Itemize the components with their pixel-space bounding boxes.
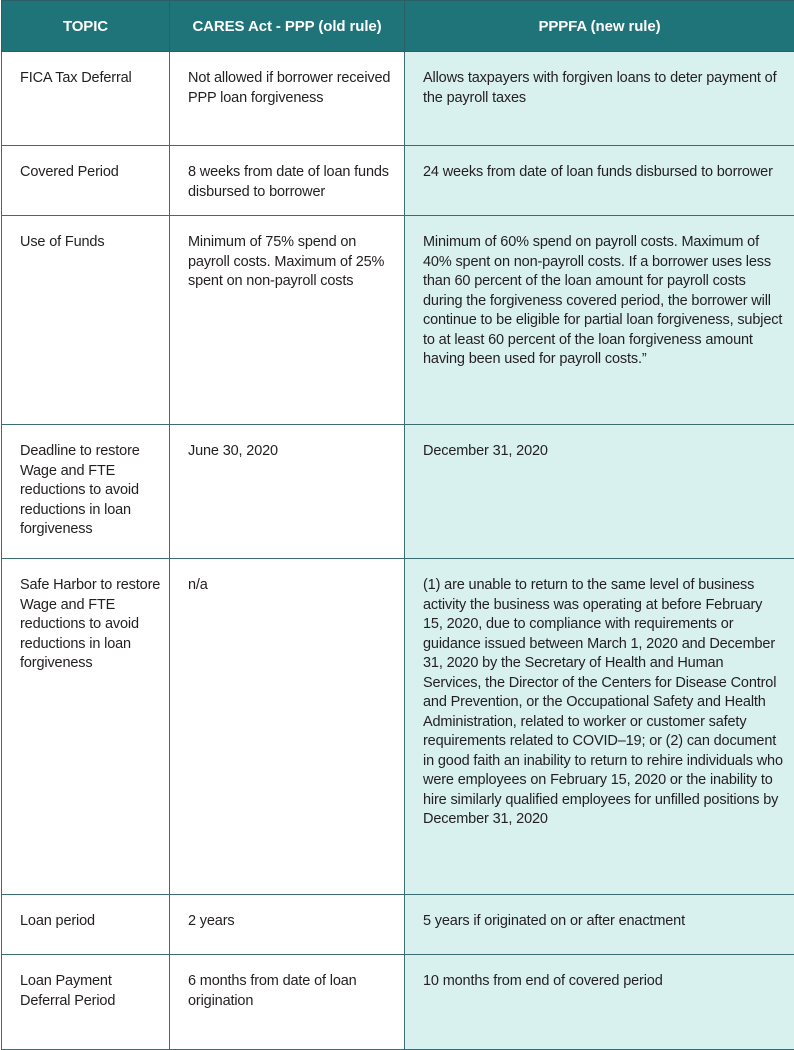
new-rule-cell: Allows taxpayers with forgiven loans to deter payment of the payroll taxes <box>405 52 794 146</box>
topic-cell: Loan period <box>2 895 170 955</box>
table-row <box>2 955 794 1050</box>
new-rule-cell: Minimum of 60% spend on payroll costs. Maximum of 40% spent on non-payroll costs. If a borrower uses less than 60 percent of the loan amount for payroll costs during the forgiveness covered period, the borrower will continue to be eligible for partial loan forgiveness, subject to at least 60 percent of the loan forgiveness amount having been used for payroll costs.” <box>405 216 794 425</box>
header-new-rule: PPPFA (new rule) <box>405 1 794 52</box>
new-rule-cell: 10 months from end of covered period <box>405 955 794 1050</box>
new-rule-cell: 24 weeks from date of loan funds disbursed to borrower <box>405 146 794 216</box>
old-rule-cell: n/a <box>170 559 405 895</box>
old-rule-cell: Not allowed if borrower received PPP loan forgiveness <box>170 52 405 146</box>
table-row <box>2 425 794 559</box>
table-row <box>2 146 794 216</box>
old-rule-cell: 6 months from date of loan origination <box>170 955 405 1050</box>
table-row <box>2 216 794 425</box>
old-rule-cell: Minimum of 75% spend on payroll costs. Maximum of 25% spent on non-payroll costs <box>170 216 405 425</box>
topic-cell: Deadline to restore Wage and FTE reductions to avoid reductions in loan forgiveness <box>2 425 170 559</box>
table-row <box>2 52 794 146</box>
topic-cell: Use of Funds <box>2 216 170 425</box>
new-rule-cell: (1) are unable to return to the same level of business activity the business was operating at before February 15, 2020, due to compliance with requirements or guidance issued between March 1, 2020 and December 31, 2020 by the Secretary of Health and Human Services, the Director of the Centers for Disease Control and Prevention, or the Occupational Safety and Health Administration, related to worker or customer safety requirements related to COVID–19; or (2) can document in good faith an inability to return to rehire individuals who were employees on February 15, 2020 or the inability to hire similarly qualified employees for unfilled positions by December 31, 2020 <box>405 559 794 895</box>
old-rule-cell: 8 weeks from date of loan funds disbursed to borrower <box>170 146 405 216</box>
comparison-table <box>1 0 794 1050</box>
topic-cell: FICA Tax Deferral <box>2 52 170 146</box>
table-row <box>2 895 794 955</box>
header-old-rule: CARES Act - PPP (old rule) <box>170 1 405 52</box>
old-rule-cell: June 30, 2020 <box>170 425 405 559</box>
old-rule-cell: 2 years <box>170 895 405 955</box>
new-rule-cell: December 31, 2020 <box>405 425 794 559</box>
topic-cell: Covered Period <box>2 146 170 216</box>
header-topic: TOPIC <box>2 1 170 52</box>
header-row <box>2 1 794 52</box>
new-rule-cell: 5 years if originated on or after enactment <box>405 895 794 955</box>
table-row <box>2 559 794 895</box>
topic-cell: Loan Payment Deferral Period <box>2 955 170 1050</box>
topic-cell: Safe Harbor to restore Wage and FTE reductions to avoid reductions in loan forgiveness <box>2 559 170 895</box>
